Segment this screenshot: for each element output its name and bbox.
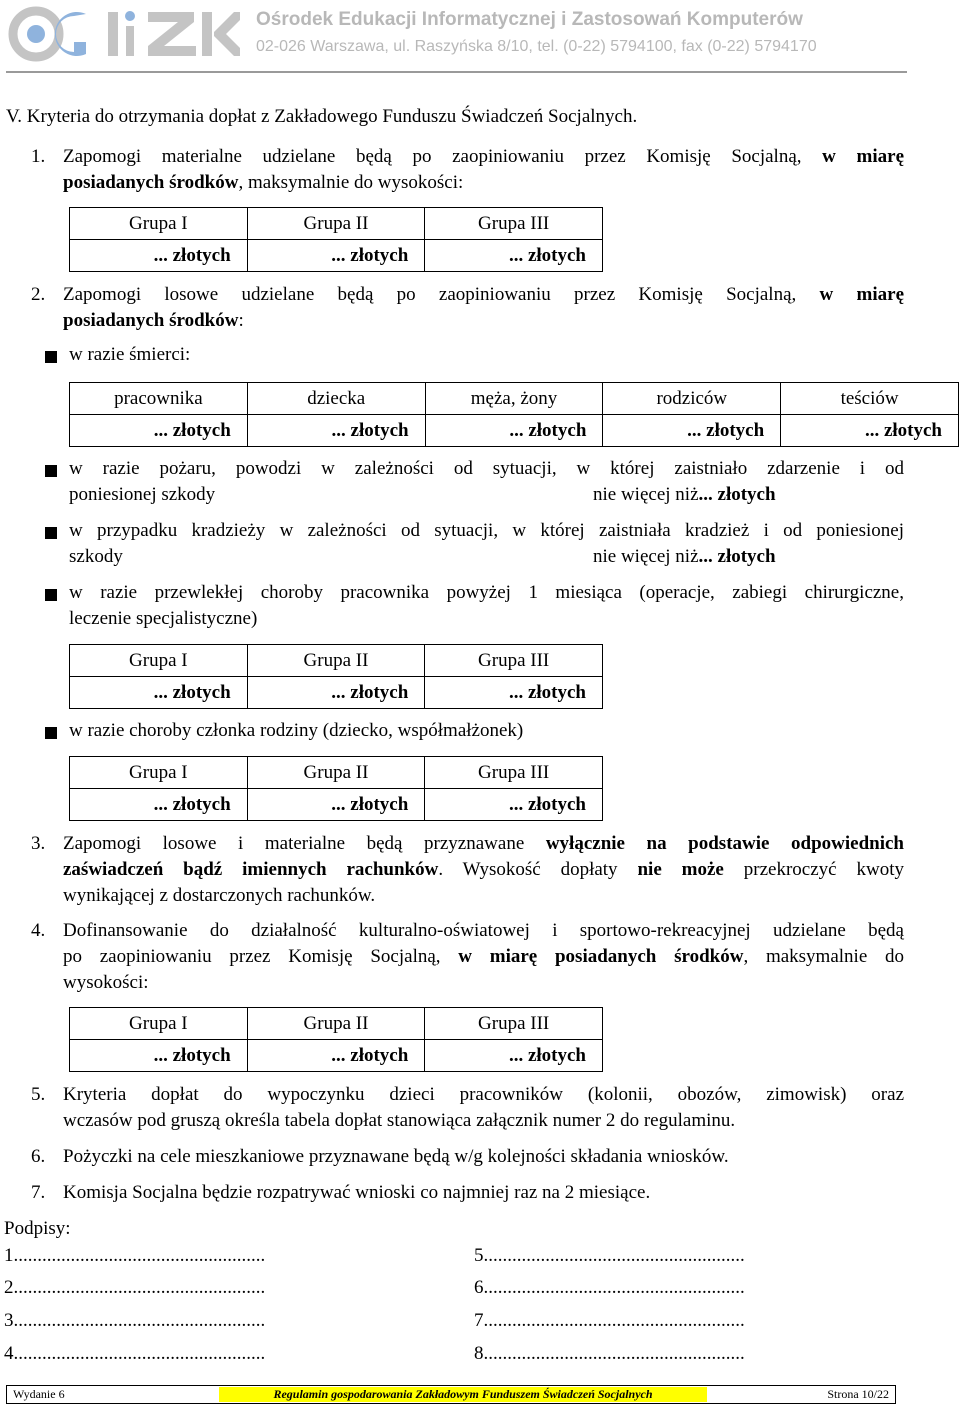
signature-line: 4..................................................... <box>4 1343 266 1364</box>
group-3-header: Grupa III <box>425 1008 603 1040</box>
item-1-group-table <box>69 207 603 272</box>
signature-line: 3..................................................... <box>4 1310 266 1331</box>
fire-line-1: w razie pożaru, powodzi w zależności od sytuacji, w której zaistniało zdarzenie i od <box>69 458 904 479</box>
group-2-amount: ... złotych <box>247 677 425 709</box>
group-1-amount: ... złotych <box>70 240 248 272</box>
group-3-amount: ... złotych <box>425 240 603 272</box>
relative-header: rodziców <box>603 383 781 415</box>
group-2-header: Grupa II <box>247 208 425 240</box>
relative-amount: ... złotych <box>781 415 959 447</box>
signature-line: 1..................................................... <box>4 1245 266 1266</box>
signatures-label: Podpisy: <box>4 1218 71 1239</box>
item-7-number: 7. <box>31 1182 46 1203</box>
relative-header: męża, żony <box>425 383 603 415</box>
group-3-header: Grupa III <box>425 208 603 240</box>
item-6-text: Pożyczki na cele mieszkaniowe przyznawane będą w/g kolejności składania wniosków. <box>63 1146 729 1167</box>
item-1-number: 1. <box>31 146 46 167</box>
group-2-header: Grupa II <box>247 645 425 677</box>
page-footer <box>6 1385 896 1404</box>
bullet-icon <box>45 589 57 601</box>
footer-edition: Wydanie 6 <box>13 1387 65 1401</box>
illness-group-table <box>69 644 603 709</box>
group-3-amount: ... złotych <box>425 789 603 821</box>
death-label: w razie śmierci: <box>69 344 191 365</box>
item-7-text: Komisja Socjalna będzie rozpatrywać wnioski co najmniej raz na 2 miesiące. <box>63 1182 651 1203</box>
relative-header: teściów <box>781 383 959 415</box>
relative-header: dziecka <box>247 383 425 415</box>
relative-amount: ... złotych <box>603 415 781 447</box>
group-1-header: Grupa I <box>70 757 248 789</box>
item-5-number: 5. <box>31 1084 46 1105</box>
item-3-line-2: zaświadczeń bądź imiennych rachunków. Wysokość dopłaty nie może przekroczyć kwoty <box>63 859 904 880</box>
signature-line: 8....................................................... <box>474 1343 745 1364</box>
illness-line-1: w razie przewlekłej choroby pracownika powyżej 1 miesiąca (operacje, zabiegi chirurgiczne, <box>69 582 904 603</box>
relative-amount: ... złotych <box>247 415 425 447</box>
signature-line: 2..................................................... <box>4 1277 266 1298</box>
bullet-icon <box>45 527 57 539</box>
family-illness-label: w razie choroby członka rodziny (dziecko, współmałżonek) <box>69 720 524 741</box>
family-illness-group-table <box>69 756 603 821</box>
item-1-line-1: Zapomogi materialne udzielane będą po zaopiniowaniu przez Komisję Socjalną, w miarę <box>63 146 904 167</box>
item-3-line-3: wynikającej z dostarczonych rachunków. <box>63 885 376 906</box>
group-2-header: Grupa II <box>247 757 425 789</box>
footer-document-title: Regulamin gospodarowania Zakładowym Funduszem Świadczeń Socjalnych <box>219 1387 707 1402</box>
header-organization-address: 02-026 Warszawa, ul. Raszyńska 8/10, tel. (0-22) 5794100, fax (0-22) 5794170 <box>256 38 817 55</box>
relative-header: pracownika <box>70 383 248 415</box>
footer-page-number: Strona 10/22 <box>827 1387 889 1401</box>
fire-line-2: poniesionej szkody <box>69 484 216 505</box>
item-5-line-1: Kryteria dopłat do wypoczynku dzieci pracowników (kolonii, obozów, zimowisk) oraz <box>63 1084 904 1105</box>
signature-line: 7....................................................... <box>474 1310 745 1331</box>
item-4-line-2: po zaopiniowaniu przez Komisję Socjalną, w miarę posiadanych środków, maksymalnie do <box>63 946 905 967</box>
relative-amount: ... złotych <box>70 415 248 447</box>
fire-limit: nie więcej niż... złotych <box>593 484 776 505</box>
death-relatives-table <box>69 382 959 447</box>
oeiizk-logo <box>8 2 240 64</box>
group-1-amount: ... złotych <box>70 1040 248 1072</box>
header-divider <box>6 71 907 73</box>
bullet-icon <box>45 351 57 363</box>
theft-limit: nie więcej niż... złotych <box>593 546 776 567</box>
relative-amount: ... złotych <box>425 415 603 447</box>
group-1-header: Grupa I <box>70 645 248 677</box>
group-3-amount: ... złotych <box>425 1040 603 1072</box>
bullet-icon <box>45 465 57 477</box>
item-2-number: 2. <box>31 284 46 305</box>
group-1-header: Grupa I <box>70 208 248 240</box>
theft-line-2: szkody <box>69 546 123 567</box>
group-2-amount: ... złotych <box>247 1040 425 1072</box>
illness-line-2: leczenie specjalistyczne) <box>69 608 258 629</box>
header-organization-name: Ośrodek Edukacji Informatycznej i Zastosowań Komputerów <box>256 9 803 30</box>
bullet-icon <box>45 727 57 739</box>
group-2-header: Grupa II <box>247 1008 425 1040</box>
group-3-header: Grupa III <box>425 645 603 677</box>
item-2-line-1: Zapomogi losowe udzielane będą po zaopiniowaniu przez Komisję Socjalną, w miarę <box>63 284 905 305</box>
item-1-line-2: posiadanych środków, maksymalnie do wysokości: <box>63 172 464 193</box>
item-3-number: 3. <box>31 833 46 854</box>
group-2-amount: ... złotych <box>247 789 425 821</box>
group-2-amount: ... złotych <box>247 240 425 272</box>
item-4-line-1: Dofinansowanie do działalność kulturalno-oświatowej i sportowo-rekreacyjnej udzielane będą <box>63 920 904 941</box>
section-title: V. Kryteria do otrzymania dopłat z Zakładowego Funduszu Świadczeń Socjalnych. <box>6 106 638 127</box>
item-4-group-table <box>69 1007 603 1072</box>
signature-line: 6....................................................... <box>474 1277 745 1298</box>
signature-line: 5....................................................... <box>474 1245 745 1266</box>
item-4-number: 4. <box>31 920 46 941</box>
group-1-header: Grupa I <box>70 1008 248 1040</box>
group-1-amount: ... złotych <box>70 677 248 709</box>
group-3-amount: ... złotych <box>425 677 603 709</box>
group-1-amount: ... złotych <box>70 789 248 821</box>
theft-line-1: w przypadku kradzieży w zależności od sytuacji, w której zaistniała kradzież i od poniesionej <box>69 520 904 541</box>
item-3-line-1: Zapomogi losowe i materialne będą przyznawane wyłącznie na podstawie odpowiednich <box>63 833 904 854</box>
group-3-header: Grupa III <box>425 757 603 789</box>
item-2-line-2: posiadanych środków: <box>63 310 244 331</box>
item-4-line-3: wysokości: <box>63 972 149 993</box>
item-5-line-2: wczasów pod gruszą określa tabela dopłat stanowiąca załącznik numer 2 do regulaminu. <box>63 1110 736 1131</box>
item-6-number: 6. <box>31 1146 46 1167</box>
